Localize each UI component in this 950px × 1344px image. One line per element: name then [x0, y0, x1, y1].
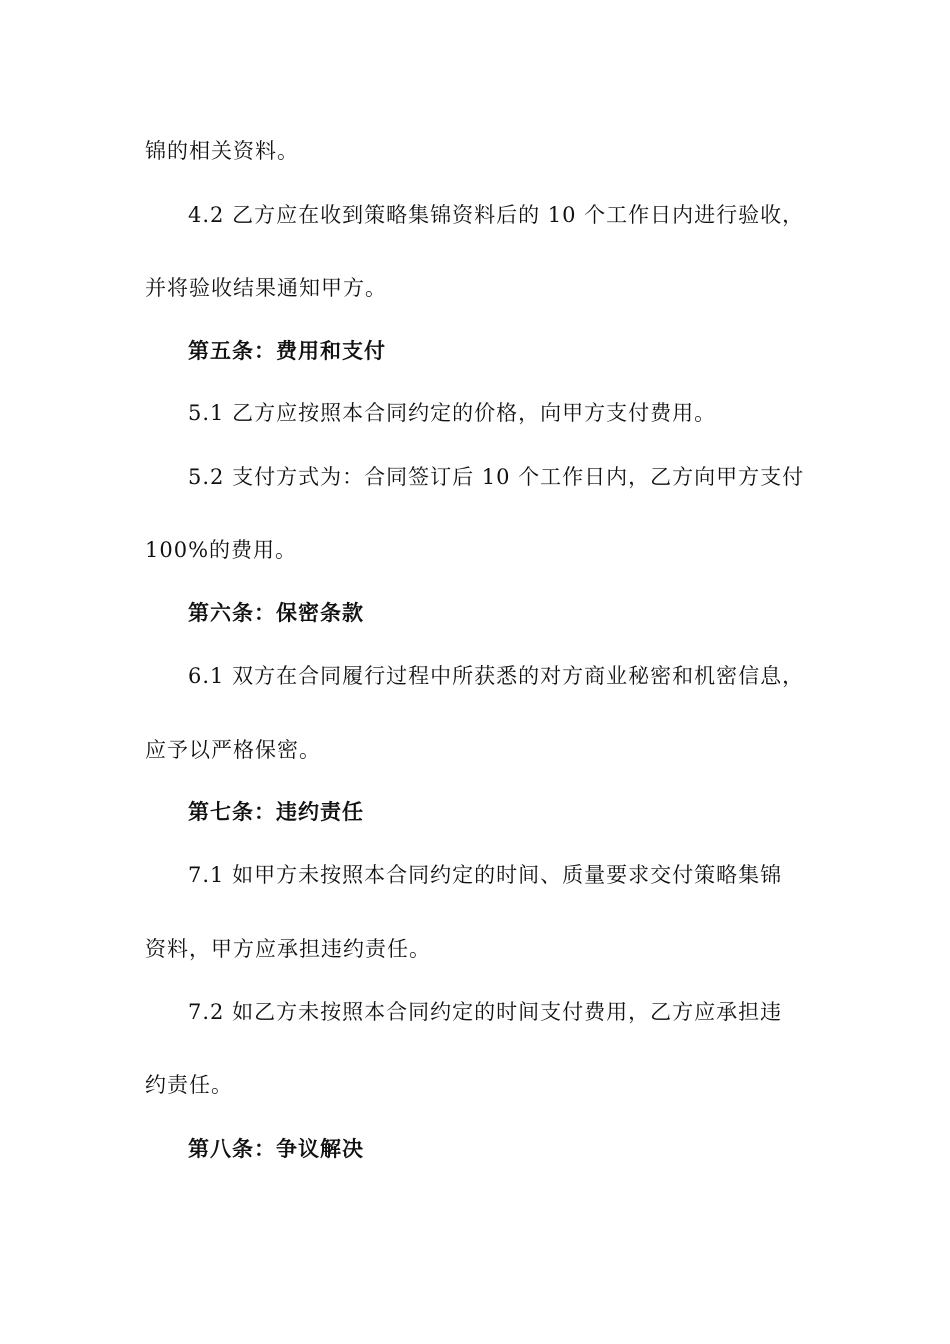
clause-7-1-line-2: 资料，甲方应承担违约责任。 [145, 937, 431, 961]
section-heading-6: 第六条：保密条款 [188, 600, 364, 625]
section-heading-7: 第七条：违约责任 [188, 799, 364, 824]
clause-5-2-line-2: 100%的费用。 [145, 538, 298, 562]
clause-7-2-line-1: 7.2 如乙方未按照本合同约定的时间支付费用，乙方应承担违 [188, 1000, 783, 1024]
section-heading-5: 第五条：费用和支付 [188, 338, 386, 363]
clause-7-2-line-2: 约责任。 [145, 1073, 233, 1097]
clause-5-2-line-1: 5.2 支付方式为：合同签订后 10 个工作日内，乙方向甲方支付 [188, 465, 805, 489]
clause-5-1: 5.1 乙方应按照本合同约定的价格，向甲方支付费用。 [188, 401, 717, 425]
clause-7-1-line-1: 7.1 如甲方未按照本合同约定的时间、质量要求交付策略集锦 [188, 863, 783, 887]
clause-6-1-line-2: 应予以严格保密。 [145, 738, 321, 762]
clause-6-1-line-1: 6.1 双方在合同履行过程中所获悉的对方商业秘密和机密信息， [188, 664, 805, 688]
section-heading-8: 第八条：争议解决 [188, 1136, 364, 1161]
paragraph-line: 锦的相关资料。 [145, 139, 299, 163]
clause-4-2-line-2: 并将验收结果通知甲方。 [145, 276, 387, 300]
clause-4-2-line-1: 4.2 乙方应在收到策略集锦资料后的 10 个工作日内进行验收， [188, 203, 805, 227]
